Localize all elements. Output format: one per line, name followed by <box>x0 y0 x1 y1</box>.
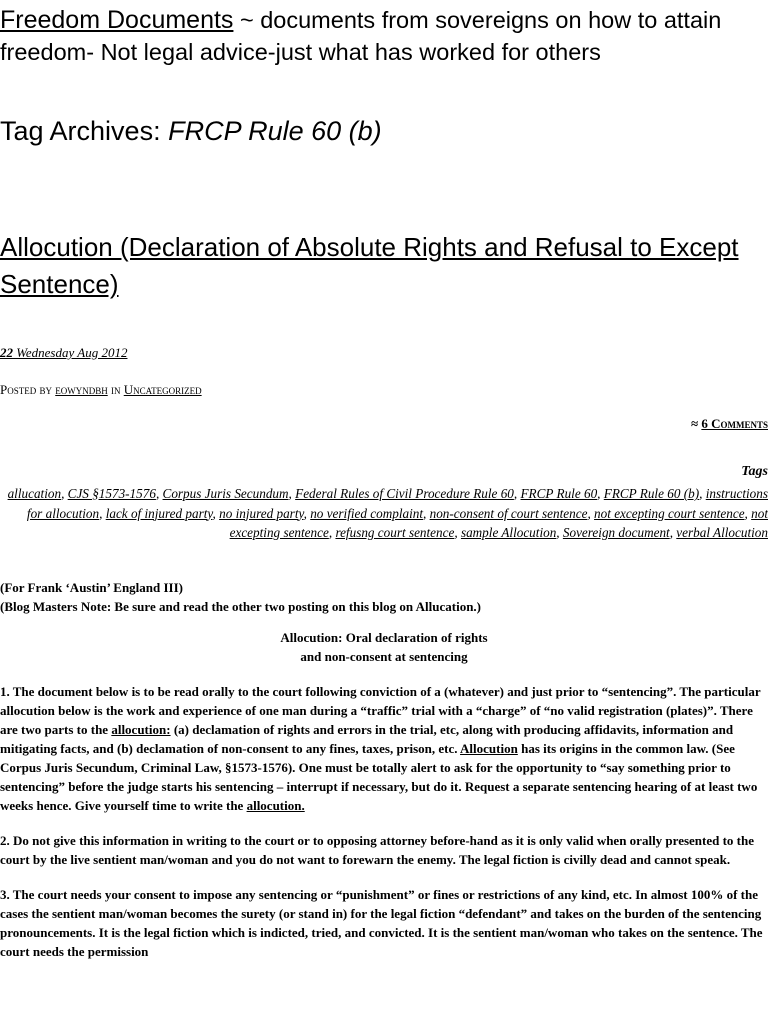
tags-title: Tags <box>741 464 768 479</box>
tags-list: allucation, CJS §1573-1576, Corpus Juris Secundum, Federal Rules of Civil Procedure Rule 60, FRCP Rule 60, FRCP Rule 60 (b), instructions for allocution, lack of injured party, no injured party, no verified complaint, non-consent of court sentence, not excepting court sentence, not excepting sentence, refusng court sentence, sample Allocution, Sovereign document, verbal Allocution <box>7 486 768 540</box>
tag-link[interactable]: no verified complaint <box>310 505 424 521</box>
in-label: in <box>107 382 124 397</box>
paragraph-1-text-a: 1. The document below is to be read orally to the court following conviction of a (whatever) and just prior to “sentencing”. The particular allocution below is the work and experience of one man during a “traffic” trial with a “charge” of “no valid registration (plates)”. There are two parts to the <box>0 684 761 737</box>
section-heading-1: Allocution: Oral declaration of rights <box>280 630 488 645</box>
category-link[interactable]: Uncategorized <box>123 382 202 397</box>
post-date-rest: Wednesday Aug 2012 <box>13 345 128 360</box>
blog-note: (Blog Masters Note: Be sure and read the other two posting on this blog on Allucation.) <box>0 599 482 614</box>
tag-link[interactable]: not excepting court sentence <box>594 505 745 521</box>
archive-title <box>0 114 382 148</box>
allocution-link-3[interactable]: allocution. <box>246 798 305 813</box>
tag-link[interactable]: Corpus Juris Secundum <box>162 486 289 501</box>
tag-link[interactable]: sample Allocution <box>460 525 557 540</box>
tag-link[interactable]: no injured party <box>219 505 304 521</box>
tag-link[interactable]: lack of injured party <box>105 505 213 521</box>
posted-by-label: Posted by <box>0 382 56 397</box>
tag-link[interactable]: instructions for allocution <box>26 486 768 521</box>
site-title-link[interactable]: Freedom Documents <box>0 6 234 34</box>
post-content <box>0 578 768 961</box>
tag-link[interactable]: not excepting sentence <box>229 505 768 540</box>
tag-link[interactable]: allucation <box>7 486 62 501</box>
tag-link[interactable]: Federal Rules of Civil Procedure Rule 60 <box>295 486 514 501</box>
post-title-link[interactable]: Allocution (Declaration of Absolute Rights and Refusal to Except Sentence) <box>0 232 739 299</box>
tag-link[interactable]: refusng court sentence <box>335 525 455 540</box>
tag-link[interactable]: verbal Allocution <box>676 525 768 540</box>
paragraph-3: 3. The court needs your consent to impose any sentencing or “punishment” or fines or restrictions of any kind, etc. In almost 100% of the cases the sentient man/woman becomes the surety (or stand in) for the legal fiction “defendant” and takes on the burden of the sentencing pronouncements. It is the legal fiction which is indicted, tried, and convicted. It is the sentient man/woman who takes on the sentence. The court needs the permission <box>0 887 763 959</box>
post-title <box>0 229 768 303</box>
allocution-link-1[interactable]: allocution: <box>111 722 171 737</box>
post-date-link[interactable] <box>0 345 127 360</box>
tag-link[interactable]: CJS §1573-1576 <box>67 486 156 501</box>
post-meta <box>0 382 202 398</box>
post-date-day: 22 <box>0 345 13 360</box>
author-link[interactable]: eowyndbh <box>55 382 108 397</box>
tag-link[interactable]: non-consent of court sentence <box>429 505 588 521</box>
tag-link[interactable]: Sovereign document <box>562 525 670 540</box>
paragraph-1 <box>0 682 768 815</box>
section-heading-2: and non-consent at sentencing <box>300 649 468 664</box>
paragraph-1-text-b: (a) declamation of rights and errors in the trial, etc, along with producing affidavits, information and mitigating facts, and (b) declamation of non-consent to any fines, taxes, prison, etc. <box>0 722 734 756</box>
comments-prefix: ≈ <box>690 416 702 431</box>
paragraph-1-text-c: has its origins in the common law. (See Corpus Juris Secundum, Criminal Law, §1573-1576). One must be totally alert to ask for the opportunity to “say something prior to sentencing” before the judge starts his sentencing – interrupt if necessary, but do it. Request a separate sentencing hearing of at least two weeks hence. Give yourself time to write the <box>0 741 758 813</box>
archive-tag: FRCP Rule 60 (b) <box>168 116 382 146</box>
paragraph-2: 2. Do not give this information in writing to the court or to opposing attorney before-hand as it is only valid when orally presented to the court by the live sentient man/woman and you do not want to forewarn the enemy. The legal fiction is civilly dead and cannot speak. <box>0 833 755 867</box>
dedication-line: (For Frank ‘Austin’ England III) <box>0 580 183 595</box>
tag-link[interactable]: FRCP Rule 60 (b) <box>603 486 700 501</box>
archive-prefix: Tag Archives: <box>0 116 169 146</box>
allocution-link-2[interactable]: Allocution <box>460 741 518 756</box>
comments-link[interactable]: 6 Comments <box>701 416 768 431</box>
tag-link[interactable]: FRCP Rule 60 <box>520 486 598 501</box>
post-date <box>0 345 127 361</box>
site-header <box>0 4 768 68</box>
site-tagline: ~ documents from sovereigns on how to attain freedom- Not legal advice-just what has worked for others <box>0 7 722 65</box>
comments-count <box>691 416 768 432</box>
